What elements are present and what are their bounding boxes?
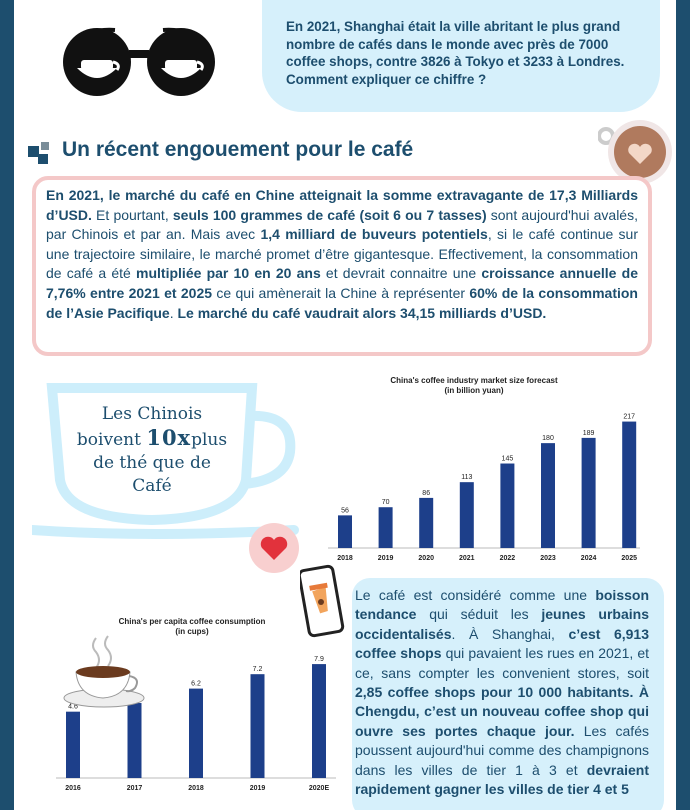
coffee-glasses-icon — [59, 22, 219, 98]
data-label-2020: 86 — [422, 489, 431, 497]
market-size-chart — [310, 410, 640, 570]
data-label-2018: 56 — [341, 507, 349, 515]
tick-label-2018: 2018 — [188, 785, 204, 792]
data-label-2025: 217 — [623, 413, 636, 421]
data-label-2019: 70 — [381, 499, 390, 507]
bar-2018 — [189, 689, 203, 778]
data-label-2021: 113 — [461, 474, 473, 482]
steaming-coffee-cup-icon — [62, 634, 148, 710]
data-label-2019: 7.2 — [252, 666, 263, 674]
tick-label-2018: 2018 — [337, 555, 353, 562]
tick-label-2021: 2021 — [459, 555, 475, 562]
data-label-2016: 4.6 — [68, 703, 78, 711]
heart-bubble-icon — [248, 522, 300, 574]
tick-label-2016: 2016 — [65, 785, 81, 792]
squares-icon — [28, 142, 56, 166]
bar-2019 — [379, 507, 393, 548]
infographic-page — [14, 0, 676, 810]
bar-2017 — [128, 703, 142, 778]
tick-label-2020: 2020 — [418, 555, 434, 562]
intro-text: En 2021, Shanghai était la ville abritant le plus grand nombre de cafés dans le monde avec près de 7000 coffee shops, contre 3826 à Tokyo et 3233 à Londres. Comment expliquer ce chiffre ? — [286, 19, 625, 87]
coffee-trend-text: Le café est considéré comme une boisson tendance qui séduit les jeunes urbains occidentalisés. À Shanghai, c’est 6,913 coffee shops qui pavaient les rues en 2021, et ce, sans compter les convenient stores, soit 2,85 coffee shops pour 10 000 habitants. À Chengdu, c’est un nouveau coffee shop qui ouvre ses portes chaque jour. Les cafés poussent aujourd'hui comme des champignons dans les villes de tier 1 à 3 et devraient rapidement gagner les villes de tier 4 et 5 — [355, 587, 650, 798]
bar-2018 — [338, 515, 352, 548]
data-label-2022: 145 — [501, 455, 514, 463]
bar-2020E — [312, 664, 326, 778]
tick-label-2020E: 2020E — [308, 785, 330, 792]
tick-label-2017: 2017 — [126, 785, 143, 792]
bar-2025 — [622, 422, 636, 548]
bar-2024 — [582, 438, 596, 548]
section-title: Un récent engouement pour le café — [62, 138, 414, 161]
data-label-2024: 189 — [582, 429, 595, 437]
chart2-title: China's per capita coffee consumption (in cups) — [118, 617, 266, 636]
cup-text: Les Chinois boivent 10xplus de thé que de Café — [76, 404, 228, 496]
tick-label-2019: 2019 — [377, 555, 394, 562]
data-label-2023: 180 — [542, 435, 554, 443]
bar-2019 — [251, 674, 265, 778]
bar-2020 — [419, 498, 433, 548]
bar-2023 — [541, 443, 555, 548]
data-label-2020E: 7.9 — [314, 656, 324, 664]
tick-label-2019: 2019 — [249, 785, 266, 792]
tick-label-2022: 2022 — [499, 555, 516, 562]
phone-coffee-icon — [300, 562, 354, 642]
bar-2021 — [460, 482, 474, 548]
market-text: En 2021, le marché du café en Chine atteignait la somme extravagante de 17,3 Milliards d’USD. Et pourtant, seuls 100 grammes de café (soit 6 ou 7 tasses) sont aujourd'hui avalés, par Chinois et par an. Mais avec 1,4 milliard de buveurs potentiels, si le café continue sur une trajectoire similaire, le marché promet d’être gigantesque. Effectivement, la consommation de café a été multipliée par 10 en 20 ans et devrait connaitre une croissance annuelle de 7,76% entre 2021 et 2025 ce qui amènerait la Chine à représenter 60% de la consommation de l’Asie Pacifique. Le marché du café vaudrait alors 34,15 milliards d’USD. — [46, 187, 639, 321]
tick-label-2024: 2024 — [580, 555, 597, 562]
data-label-2018: 6.2 — [191, 680, 201, 688]
tick-label-2025: 2025 — [621, 555, 637, 562]
bar-2022 — [500, 464, 514, 548]
chart1-title: China's coffee industry market size forecast (in billion yuan) — [390, 376, 558, 395]
tick-label-2023: 2023 — [540, 555, 556, 562]
bar-2016 — [66, 712, 80, 778]
